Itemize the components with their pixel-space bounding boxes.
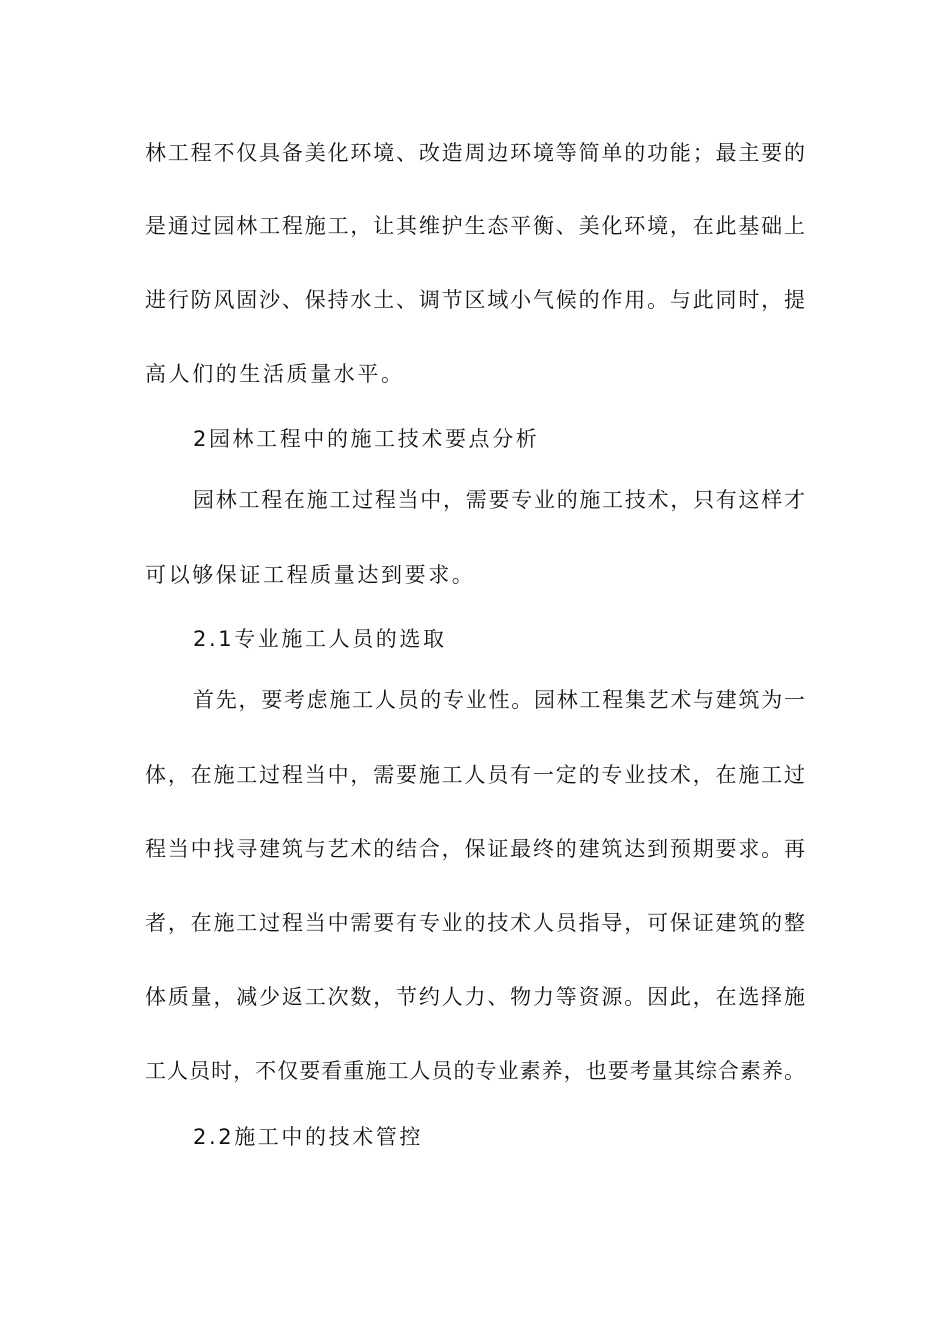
paragraph-line: 是通过园林工程施工，让其维护生态平衡、美化环境，在此基础上: [145, 214, 805, 238]
paragraph-line: 高人们的生活质量水平。: [145, 362, 405, 386]
paragraph-line: 者，在施工过程当中需要有专业的技术人员指导，可保证建筑的整: [145, 911, 805, 935]
paragraph-line: 体，在施工过程当中，需要施工人员有一定的专业技术，在施工过: [145, 763, 805, 787]
paragraph-line: 体质量，减少返工次数，节约人力、物力等资源。因此，在选择施: [145, 985, 805, 1009]
subsection-heading: 2.2施工中的技术管控: [193, 1125, 423, 1149]
paragraph-line: 可以够保证工程质量达到要求。: [145, 563, 476, 587]
paragraph-line: 园林工程在施工过程当中，需要专业的施工技术，只有这样才: [193, 488, 805, 512]
paragraph-line: 首先，要考虑施工人员的专业性。园林工程集艺术与建筑为一: [193, 688, 805, 712]
paragraph-line: 林工程不仅具备美化环境、改造周边环境等简单的功能；最主要的: [145, 141, 805, 165]
paragraph-line: 进行防风固沙、保持水土、调节区域小气候的作用。与此同时，提: [145, 288, 805, 312]
paragraph-line: 工人员时，不仅要看重施工人员的专业素养，也要考量其综合素养。: [145, 1059, 805, 1083]
paragraph-line: 程当中找寻建筑与艺术的结合，保证最终的建筑达到预期要求。再: [145, 837, 805, 861]
section-heading: 2园林工程中的施工技术要点分析: [193, 427, 540, 451]
subsection-heading: 2.1专业施工人员的选取: [193, 627, 447, 651]
